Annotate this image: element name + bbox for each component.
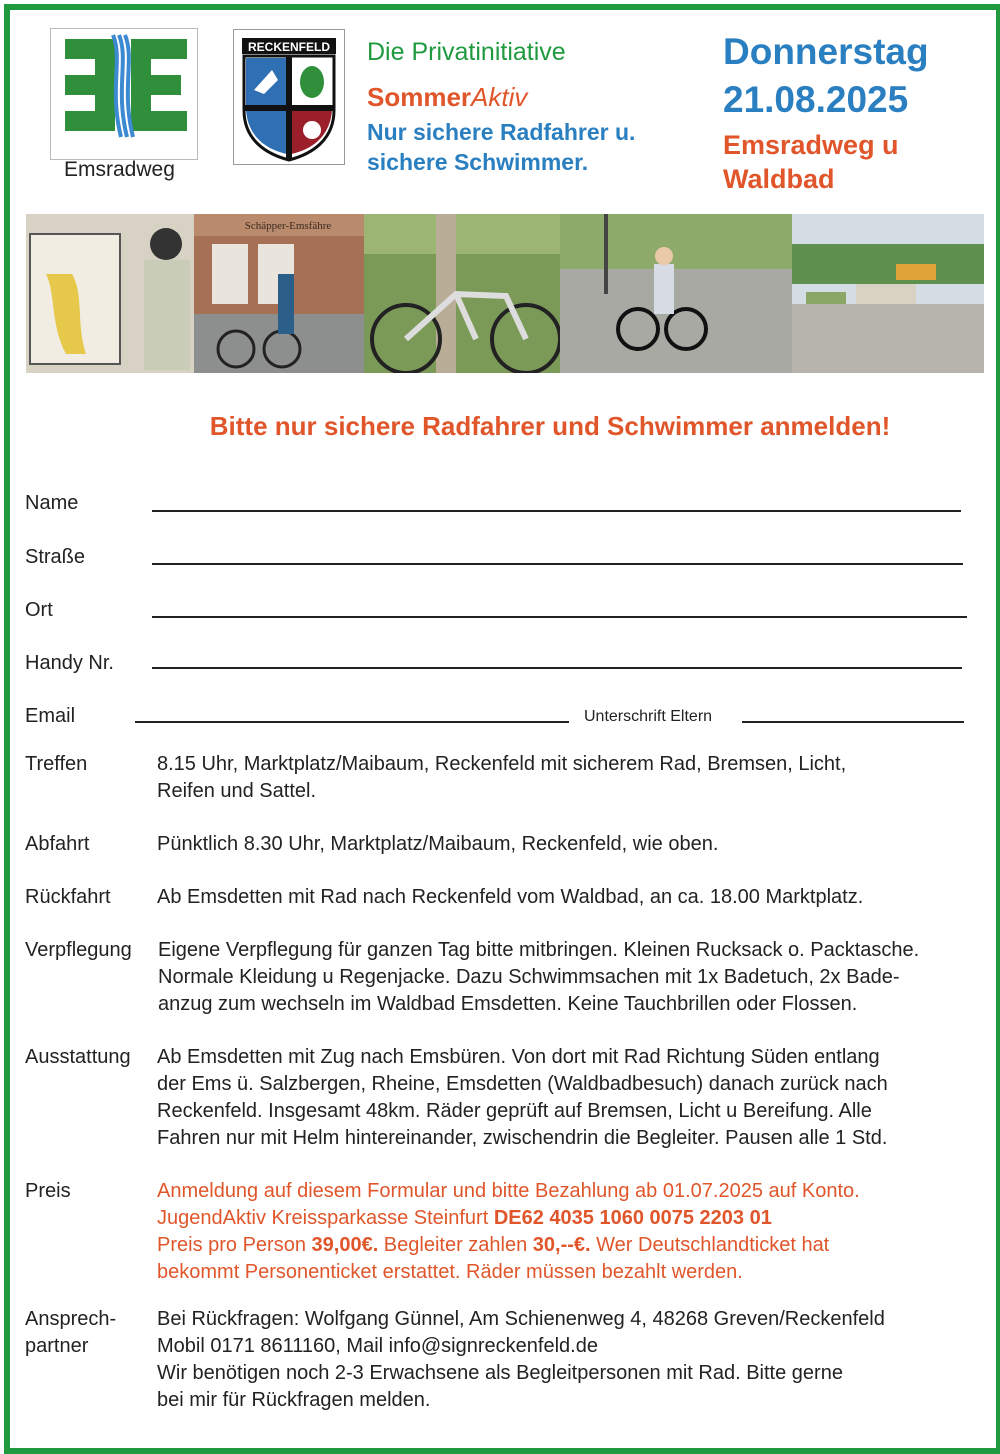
photo-bicycle	[364, 214, 560, 373]
rueckfahrt-label: Rückfahrt	[25, 886, 111, 908]
name-field[interactable]	[152, 510, 961, 512]
text-line: Ab Emsdetten mit Zug nach Emsbüren. Von dort mit Rad Richtung Süden entlang	[157, 1046, 880, 1068]
text-line: Reifen und Sattel.	[157, 780, 316, 802]
event-date: 21.08.2025	[723, 79, 909, 120]
verpflegung-text	[158, 937, 998, 1018]
ticket-note: Wer Deutschlandticket hat	[590, 1234, 830, 1256]
street-label: Straße	[25, 546, 86, 568]
city-field[interactable]	[152, 616, 967, 618]
photo-map-board	[26, 214, 194, 373]
label-line: partner	[25, 1335, 89, 1357]
photo-building	[194, 214, 364, 373]
photo-cyclist-road	[560, 214, 792, 373]
event-place	[723, 128, 963, 196]
treffen-label: Treffen	[25, 753, 88, 775]
verpflegung-label: Verpflegung	[25, 939, 132, 961]
sommer-bold: Sommer	[367, 82, 472, 112]
iban: DE62 4035 1060 0075 2203 01	[493, 1207, 772, 1229]
phone-label: Handy Nr.	[25, 652, 114, 674]
price-person: 39,00€.	[311, 1234, 379, 1256]
text-line: der Ems ü. Salzbergen, Rheine, Emsdetten (Waldbadbesuch) danach zurück nach	[157, 1073, 888, 1095]
text-line: Bei Rückfragen: Wolfgang Günnel, Am Schienenweg 4, 48268 Greven/Reckenfeld	[157, 1308, 885, 1330]
photo-waldbad	[792, 214, 984, 373]
signature-field[interactable]	[742, 721, 964, 723]
reckenfeld-crest	[233, 29, 345, 165]
text-line: Normale Kleidung u Regenjacke. Dazu Schwimmsachen mit 1x Badetuch, 2x Bade-	[158, 966, 900, 988]
text-line: bei mir für Rückfragen melden.	[157, 1389, 431, 1411]
kontakt-label	[25, 1306, 116, 1360]
text-line: Wir benötigen noch 2-3 Erwachsene als Begleitpersonen mit Rad. Bitte gerne	[157, 1362, 843, 1384]
text-line: Ab Emsdetten mit Rad nach Reckenfeld vom Waldbad, an ca. 18.00 Marktplatz.	[157, 886, 864, 908]
emsradweg-logo	[50, 28, 198, 160]
bank-name: JugendAktiv Kreissparkasse Steinfurt	[157, 1207, 494, 1229]
text-line: Eigene Verpflegung für ganzen Tag bitte mitbringen. Kleinen Rucksack o. Packtasche.	[158, 939, 920, 961]
text-line: Pünktlich 8.30 Uhr, Marktplatz/Maibaum, Reckenfeld, wie oben.	[157, 833, 719, 855]
place-line: Emsradweg u	[723, 130, 899, 160]
rueckfahrt-text	[157, 884, 997, 911]
headline: Bitte nur sichere Radfahrer und Schwimmer anmelden!	[209, 411, 891, 441]
tagline	[367, 117, 707, 177]
text-line: Mobil 0171 8611160, Mail info@signreckenfeld.de	[157, 1335, 598, 1357]
treffen-text	[157, 751, 997, 805]
building-sign-text: Schäpper-Emsfähre	[244, 220, 332, 232]
escort-intro: Begleiter zahlen	[378, 1234, 533, 1256]
photo-strip	[26, 214, 984, 373]
sommer-aktiv-title	[367, 82, 527, 113]
crest-text: RECKENFELD	[247, 40, 331, 54]
abfahrt-text	[157, 831, 997, 858]
abfahrt-label: Abfahrt	[25, 833, 90, 855]
text-line	[157, 1232, 997, 1259]
city-label: Ort	[25, 599, 53, 621]
kontakt-text	[157, 1306, 997, 1414]
place-line: Waldbad	[723, 164, 835, 194]
signature-label: Unterschrift Eltern	[584, 708, 713, 725]
street-field[interactable]	[152, 563, 963, 565]
email-label: Email	[25, 705, 76, 727]
ausstattung-label: Ausstattung	[25, 1046, 131, 1068]
event-day: Donnerstag	[723, 31, 929, 72]
ausstattung-text	[157, 1044, 997, 1152]
text-line: bekommt Personenticket erstattet. Räder müssen bezahlt werden.	[157, 1261, 743, 1283]
email-field[interactable]	[135, 721, 569, 723]
price-escort: 30,--€.	[532, 1234, 591, 1256]
text-line: Anmeldung auf diesem Formular und bitte Bezahlung ab 01.07.2025 auf Konto.	[157, 1180, 860, 1202]
text-line: Fahren nur mit Helm hintereinander, zwischendrin die Begleiter. Pausen alle 1 Std.	[157, 1127, 888, 1149]
tagline-line: Nur sichere Radfahrer u.	[367, 119, 636, 145]
text-line: anzug zum wechseln im Waldbad Emsdetten. Keine Tauchbrillen oder Flossen.	[158, 993, 858, 1015]
text-line: 8.15 Uhr, Marktplatz/Maibaum, Reckenfeld mit sicherem Rad, Bremsen, Licht,	[157, 753, 847, 775]
text-line: Reckenfeld. Insgesamt 48km. Räder geprüft auf Bremsen, Licht u Bereifung. Alle	[157, 1100, 872, 1122]
phone-field[interactable]	[152, 667, 962, 669]
text-line	[157, 1205, 997, 1232]
price-intro: Preis pro Person	[157, 1234, 312, 1256]
preis-label: Preis	[25, 1180, 71, 1202]
tagline-line: sichere Schwimmer.	[367, 149, 589, 175]
logo-caption: Emsradweg	[64, 158, 175, 181]
aktiv-italic: Aktiv	[471, 82, 528, 112]
name-label: Name	[25, 492, 79, 514]
initiative-title: Die Privatinitiative	[367, 38, 566, 66]
preis-text	[157, 1178, 997, 1286]
label-line: Ansprech-	[25, 1308, 117, 1330]
